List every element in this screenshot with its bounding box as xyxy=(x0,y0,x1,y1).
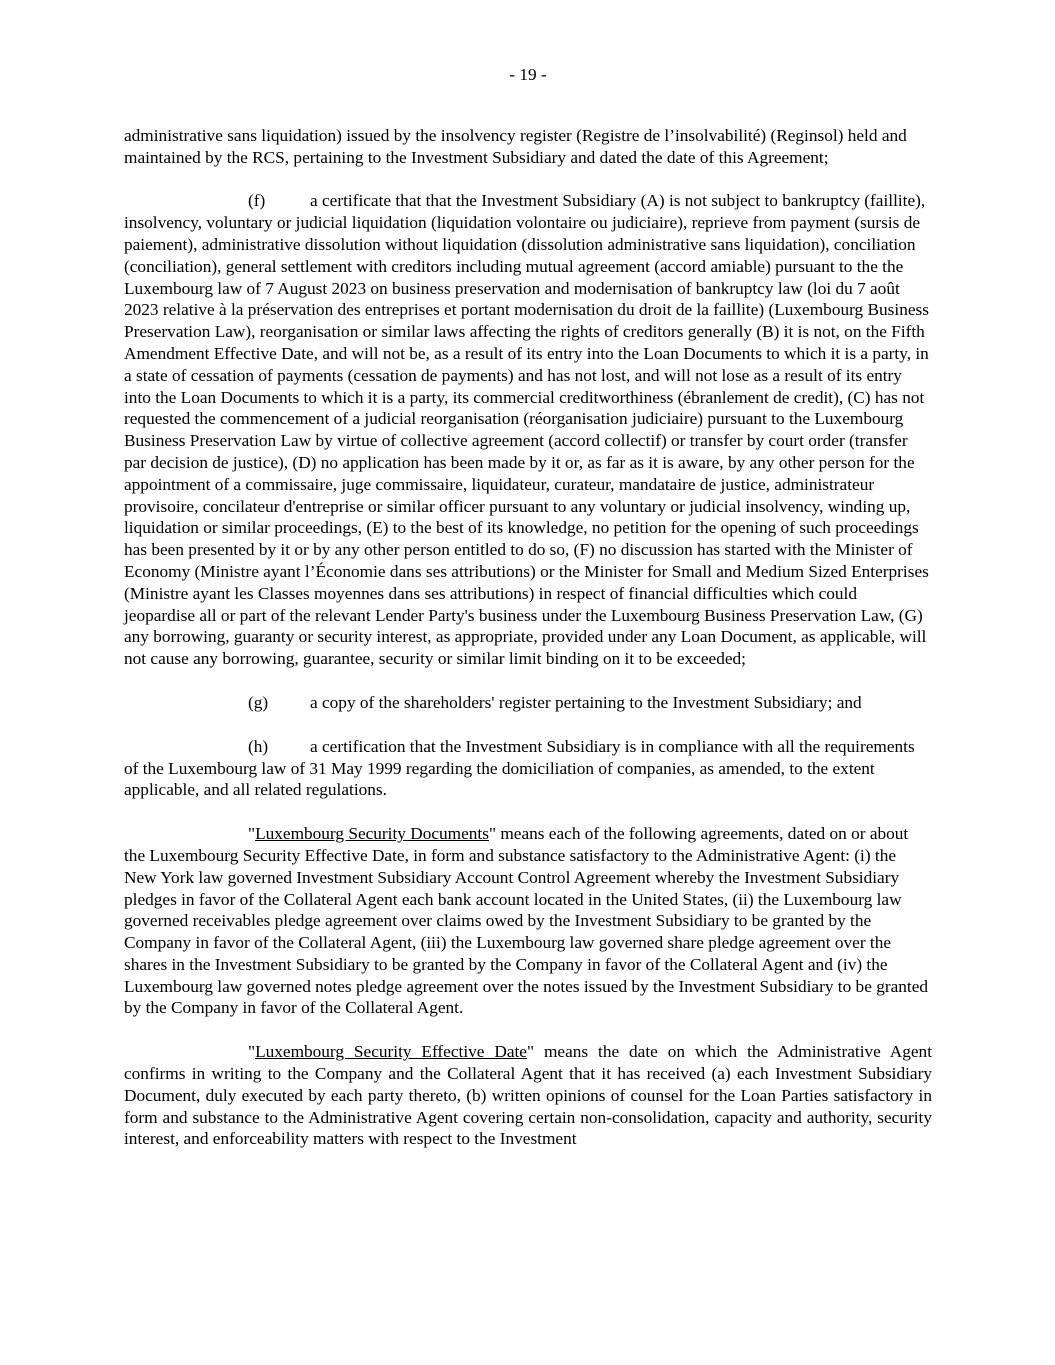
page-number: - 19 - xyxy=(509,65,547,84)
list-item-g xyxy=(124,692,932,714)
item-label: (h) xyxy=(248,736,269,756)
definition-text: " means the date on which the Administrative Agent confirms in writing to the Company and the Collateral Agent that it has received (a) each Investment Subsidiary Document, duly executed by each party thereto, (b) written opinions of counsel for the Loan Parties satisfactory in form and substance to the Administrative Agent covering certain non-consolidation, capacity and authority, security interest, and enforceability matters with respect to the Investment xyxy=(124,1042,933,1149)
item-label: (g) xyxy=(248,692,269,712)
item-text: a copy of the shareholders' register pertaining to the Investment Subsidiary; and xyxy=(310,692,862,712)
item-text: a certificate that that the Investment Subsidiary (A) is not subject to bankruptcy (faillite), insolvency, voluntary or judicial liquidation (liquidation volontaire ou judiciaire), reprieve from payment (sursis de paiement), administrative dissolution without liquidation (dissolution administrative sans liquidation), conciliation (conciliation), general settlement with creditors including mutual agreement (accord amiable) pursuant to the the Luxembourg law of 7 August 2023 on business preservation and modernisation of bankruptcy law (loi du 7 août 2023 relative à la préservation des entreprises et portant modernisation du droit de la faillite) (Luxembourg Business Preservation Law), reorganisation or similar laws affecting the rights of creditors generally (B) it is not, on the Fifth Amendment Effective Date, and will not be, as a result of its entry into the Loan Documents to which it is a party, in a state of cessation of payments (cessation de payments) and has not lost, and will not lose as a result of its entry into the Loan Documents to which it is a party, its commercial creditworthiness (ébranlement de credit), (C) has not requested the commencement of a judicial reorganisation (réorganisation judiciaire) pursuant to the Luxembourg Business Preservation Law by virtue of collective agreement (accord collectif) or transfer by court order (transfer par decision de justice), (D) no application has been made by it or, as far as it is aware, by any other person for the appointment of a commissaire, juge commissaire, liquidateur, curateur, mandataire de justice, administrateur provisoire, concilateur d'entreprise or similar officer pursuant to any voluntary or judicial insolvency, winding up, liquidation or similar proceedings, (E) to the best of its knowledge, no petition for the opening of such proceedings has been presented by it or by any other person entitled to do so, (F) no discussion has started with the Minister of Economy (Ministre ayant l’Économie dans ses attributions) or the Minister for Small and Medium Sized Enterprises (Ministre ayant les Classes moyennes dans ses attributions) in respect of financial difficulties which could jeopardise all or part of the relevant Lender Party's business under the Luxembourg Business Preservation Law, (G) any borrowing, guaranty or security interest, as appropriate, provided under any Loan Document, as applicable, will not cause any borrowing, guarantee, security or similar limit binding on it to be exceeded; xyxy=(124,191,929,669)
definition-luxembourg-security-documents xyxy=(124,823,932,1019)
open-quote: " xyxy=(248,824,256,844)
list-item-h xyxy=(124,736,932,801)
definition-text: " means each of the following agreements, dated on or about the Luxembourg Security Effective Date, in form and substance satisfactory to the Administrative Agent: (i) the New York law governed Investment Subsidiary Account Control Agreement whereby the Investment Subsidiary pledges in favor of the Collateral Agent each bank account located in the United States, (ii) the Luxembourg law governed receivables pledge agreement over claims owed by the Investment Subsidiary to be granted by the Company in favor of the Collateral Agent, (iii) the Luxembourg law governed share pledge agreement over the shares in the Investment Subsidiary to be granted by the Company in favor of the Collateral Agent and (iv) the Luxembourg law governed notes pledge agreement over the notes issued by the Investment Subsidiary to be granted by the Company in favor of the Collateral Agent. xyxy=(124,824,929,1018)
definition-luxembourg-security-effective-date xyxy=(124,1041,932,1150)
defined-term: Luxembourg Security Effective Date xyxy=(255,1042,527,1062)
list-item-f xyxy=(124,190,932,670)
item-text: a certification that the Investment Subsidiary is in compliance with all the requirements of the Luxembourg law of 31 May 1999 regarding the domiciliation of companies, as amended, to the extent applicable, and all related regulations. xyxy=(124,736,915,800)
defined-term: Luxembourg Security Documents xyxy=(255,824,489,844)
item-label: (f) xyxy=(248,191,266,211)
document-page xyxy=(124,64,932,1172)
continuation-paragraph: administrative sans liquidation) issued by the insolvency register (Registre de l’insolvabilité) (Reginsol) held and maintained by the RCS, pertaining to the Investment Subsidiary and dated the date of this Agreement; xyxy=(124,125,907,167)
open-quote: " xyxy=(248,1042,256,1062)
